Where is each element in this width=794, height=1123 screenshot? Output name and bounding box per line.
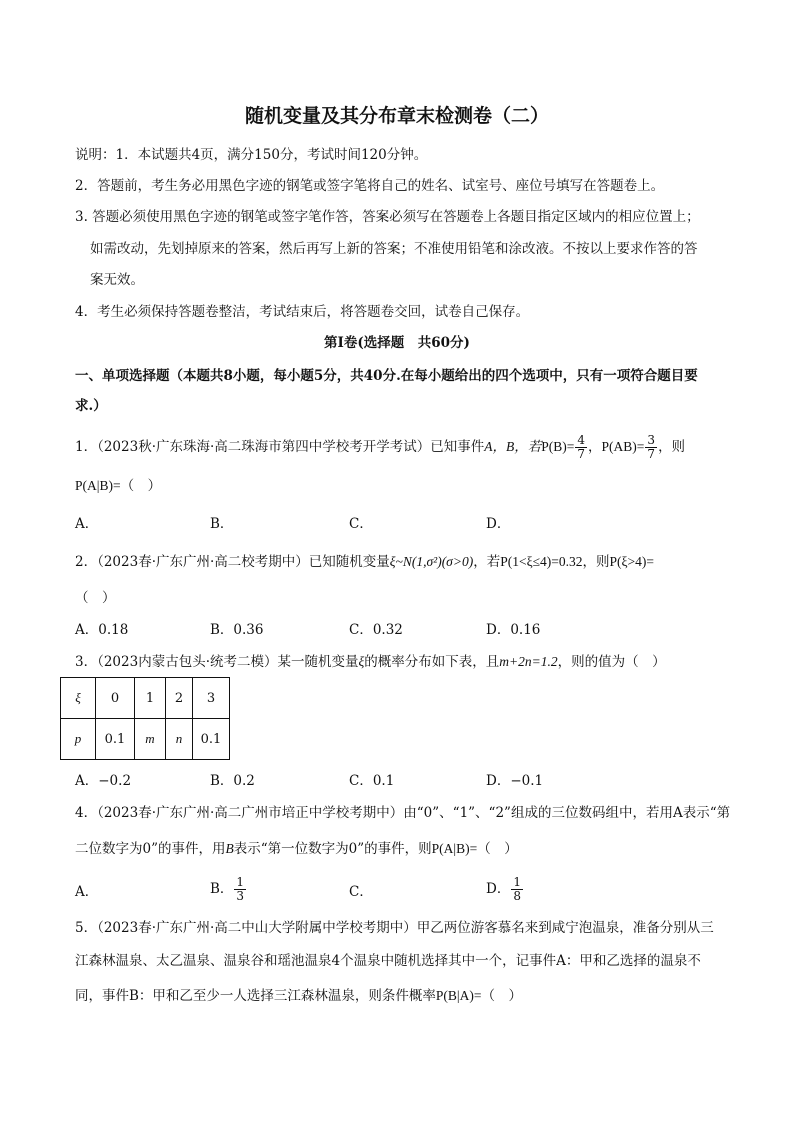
- q1-pab-num: 3: [647, 433, 656, 447]
- table-cell: 2: [166, 678, 193, 719]
- q1-option-b: B．: [210, 516, 234, 532]
- q4-option-a: A．: [75, 884, 99, 900]
- page-title: 随机变量及其分布章末检测卷（二）: [244, 105, 549, 127]
- q3-cond: m+2n=1.2: [499, 654, 558, 669]
- q1-pb: P(B)=: [541, 439, 575, 454]
- table-cell: ξ: [61, 678, 96, 719]
- q5-line3: [75, 986, 522, 1006]
- q4-option-d-label: D．: [486, 881, 511, 897]
- section-title: 第I卷(选择题 共60分): [324, 335, 470, 351]
- table-cell: 0.1: [96, 719, 135, 760]
- q4-option-b-label: B．: [210, 881, 234, 897]
- table-cell: 0: [96, 678, 135, 719]
- q2-expr3: P(ξ>4)=: [609, 554, 654, 569]
- q1-option-a: A．: [75, 516, 99, 532]
- q1-pab-den: 7: [647, 447, 656, 461]
- q3-suffix: ，则的值为（ ）: [557, 654, 666, 670]
- q5-expr: P(B|A)=（ ）: [435, 988, 522, 1003]
- q2-prefix: 2．（2023春·广东广州·高二校考期中）已知随机变量: [75, 554, 390, 570]
- instruction-4: 4．考生必须保持答题卷整洁，考试结束后，将答题卷交回，试卷自己保存。: [75, 304, 530, 320]
- instruction-3: 3. 答题必须使用黑色字迹的钢笔或签字笔作答，答案必须写在答题卷上各题目指定区域内的相应位置上；: [75, 209, 700, 225]
- q4-b-den: 3: [236, 889, 245, 903]
- q3-option-a: A．−0.2: [75, 773, 132, 789]
- q4-d-den: 8: [513, 889, 521, 903]
- q4-option-d-fraction: [511, 876, 523, 903]
- q2-then: ，则: [582, 554, 610, 570]
- q2-option-d: D．0.16: [486, 622, 541, 638]
- q1-line2: P(A|B)=（ ）: [75, 478, 162, 493]
- q3-option-c: C．0.1: [349, 773, 395, 789]
- question-2: [75, 552, 654, 572]
- q3-option-d: D．−0.1: [486, 773, 544, 789]
- table-cell: n: [166, 719, 193, 760]
- q1-pab: ，P(AB)=: [588, 439, 645, 454]
- q1-pb-num: 4: [577, 433, 586, 447]
- q4-line2: [75, 839, 518, 859]
- question-1: [75, 434, 685, 461]
- q3-mid: 的概率分布如下表，且: [364, 654, 500, 670]
- table-cell: 3: [193, 678, 230, 719]
- q4-b-num: 1: [236, 875, 245, 889]
- instruction-1: 说明：1．本试题共4页，满分150分，考试时间120分钟。: [75, 147, 428, 163]
- q2-option-b: B．0.36: [210, 622, 264, 638]
- q1-pb-den: 7: [577, 447, 586, 461]
- table-cell: m: [135, 719, 166, 760]
- distribution-table: [60, 677, 230, 760]
- q5-prefix: 同，事件B：甲和乙至少一人选择三江森林温泉，则条件概率: [75, 988, 436, 1004]
- q4-option-d: [486, 876, 524, 903]
- table-cell: 1: [135, 678, 166, 719]
- part1-heading-cont: 求.）: [75, 398, 107, 414]
- q2-mid: ，若: [473, 554, 501, 570]
- q3-prefix: 3．（2023内蒙古包头·统考二模）某一随机变量: [75, 654, 359, 670]
- table-row: [61, 678, 230, 719]
- q1-pab-fraction: [645, 434, 657, 461]
- q2-option-c: C．0.32: [349, 622, 403, 638]
- q4-option-b: [210, 876, 247, 903]
- question-5: 5．（2023春·广东广州·高二中山大学附属中学校考期中）甲乙两位游客慕名来到咸宁泡温泉，准备分别从三: [75, 920, 714, 936]
- q2-option-a: A．0.18: [75, 622, 129, 638]
- q4-d-num: 1: [513, 875, 521, 889]
- part1-heading: 一、单项选择题（本题共8小题，每小题5分，共40分.在每小题给出的四个选项中，只有一项符合题目要: [75, 368, 698, 384]
- q4-mid: 表示“第一位数字为0”的事件，则: [233, 841, 432, 857]
- q2-expr2: P(1<ξ≤4)=0.32: [500, 554, 583, 569]
- instruction-2: 2．答题前，考生务必用黑色字迹的钢笔或签字笔将自己的姓名、试室号、座位号填写在答题卷上。: [75, 178, 665, 194]
- question-3: [75, 652, 666, 672]
- q1-prefix: 1．（2023秋·广东珠海·高二珠海市第四中学校考开学考试）已知事件: [75, 439, 485, 455]
- q5-line2: 江森林温泉、太乙温泉、温泉谷和瑶池温泉4个温泉中随机选择其中一个，记事件A：甲和乙选择的温泉不: [75, 953, 701, 969]
- table-cell: p: [61, 719, 96, 760]
- q1-pb-fraction: [575, 434, 587, 461]
- instruction-3-end: 案无效。: [90, 272, 144, 288]
- question-4: 4．（2023春·广东广州·高二广州市培正中学校考期中）由“0”、“1”、“2”组成的三位数码组中，若用A表示“第: [75, 805, 731, 821]
- q1-option-c: C．: [349, 516, 373, 532]
- q4-option-b-fraction: [234, 876, 246, 903]
- table-row: [61, 719, 230, 760]
- instruction-3-cont: 如需改动，先划掉原来的答案，然后再写上新的答案；不准使用铅笔和涂改液。不按以上要求作答的答: [90, 241, 698, 257]
- q4-expr: P(A|B)=（ ）: [431, 841, 518, 856]
- q2-expr1: ξ~N(1,σ²)(σ>0): [389, 554, 474, 569]
- q3-var: ξ: [358, 654, 365, 669]
- q4-prefix: 二位数字为0”的事件，用: [75, 841, 226, 857]
- q4-b: B: [225, 841, 234, 856]
- q3-option-b: B．0.2: [210, 773, 255, 789]
- q1-option-d: D．: [486, 516, 511, 532]
- q1-events: A，B，若: [484, 439, 542, 454]
- q4-option-c: C．: [349, 884, 373, 900]
- q1-suffix: ，则: [658, 439, 686, 455]
- q2-line2: （ ）: [75, 590, 116, 606]
- table-cell: 0.1: [193, 719, 230, 760]
